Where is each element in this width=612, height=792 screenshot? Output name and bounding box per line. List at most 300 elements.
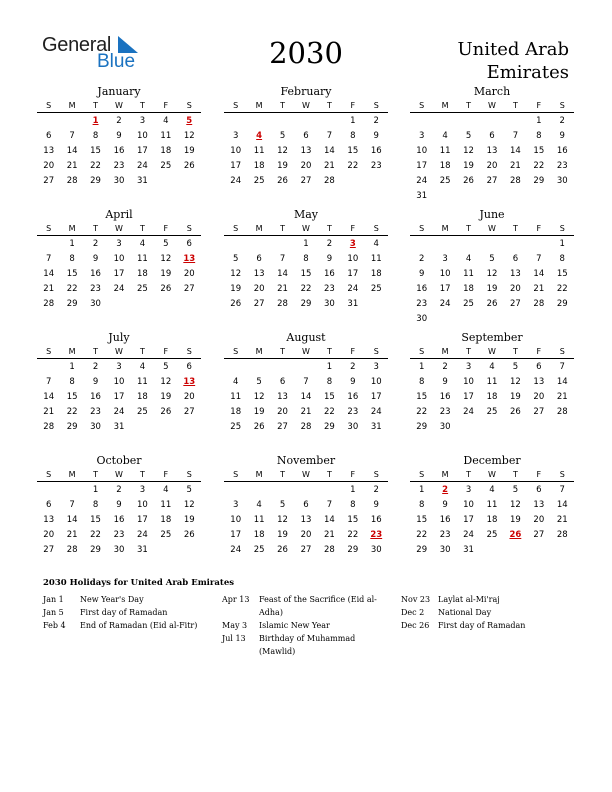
weekday-label: M	[68, 470, 76, 479]
weekday-header	[37, 222, 201, 236]
day-cell: 1	[419, 485, 425, 495]
weekday-label: T	[326, 470, 332, 479]
weekday-label: T	[512, 224, 518, 233]
holiday-day-cell: 13	[183, 377, 196, 387]
day-cell: 25	[463, 299, 474, 309]
day-cell: 20	[486, 161, 498, 171]
day-cell: 24	[463, 407, 474, 417]
day-cell: 21	[556, 392, 568, 402]
day-cell: 26	[160, 284, 172, 294]
weekday-label: M	[255, 101, 263, 110]
day-cell: 23	[439, 407, 451, 417]
day-cell: 31	[113, 422, 125, 432]
day-cell: 27	[486, 176, 498, 186]
day-cell: 20	[43, 161, 55, 171]
day-grid	[410, 359, 574, 435]
day-cell: 1	[419, 362, 425, 372]
day-cell: 11	[370, 254, 382, 264]
day-cell: 12	[183, 500, 195, 510]
day-cell: 1	[69, 239, 75, 249]
weekday-label: T	[139, 224, 145, 233]
day-cell: 15	[347, 515, 359, 525]
day-cell: 14	[43, 269, 55, 279]
empty-cell	[247, 360, 270, 375]
day-cell: 13	[300, 515, 312, 525]
holiday-item	[401, 593, 571, 606]
day-cell: 25	[486, 530, 498, 540]
holidays-title: 2030 Holidays for United Arab Emirates	[43, 578, 235, 588]
day-cell: 14	[43, 392, 55, 402]
weekday-label: S	[46, 224, 52, 233]
day-cell: 5	[233, 254, 239, 264]
day-cell: 7	[46, 377, 52, 387]
day-cell: 17	[416, 161, 428, 171]
empty-cell	[457, 114, 480, 129]
day-cell: 9	[326, 254, 333, 264]
day-cell: 30	[347, 422, 359, 432]
day-cell: 12	[509, 500, 521, 510]
day-cell: 6	[536, 485, 542, 495]
weekday-label: M	[441, 347, 449, 356]
day-cell: 7	[69, 500, 75, 510]
day-cell: 3	[373, 362, 379, 372]
day-cell: 13	[43, 146, 55, 156]
holiday-name: National Day	[438, 608, 492, 617]
weekday-label: S	[186, 470, 192, 479]
day-cell: 22	[416, 530, 428, 540]
day-cell: 7	[512, 131, 519, 141]
day-cell: 7	[536, 254, 542, 264]
day-cell: 17	[347, 269, 359, 279]
day-cell: 18	[230, 407, 242, 417]
holiday-item	[43, 593, 213, 606]
day-cell: 28	[43, 299, 55, 309]
day-cell: 28	[556, 407, 568, 417]
day-cell: 1	[350, 116, 356, 126]
weekday-label: T	[326, 224, 332, 233]
day-cell: 11	[160, 131, 172, 141]
day-cell: 11	[253, 146, 265, 156]
weekday-header	[410, 345, 574, 359]
day-cell: 16	[370, 515, 382, 525]
day-cell: 28	[556, 530, 568, 540]
weekday-header	[410, 99, 574, 113]
weekday-label: S	[559, 101, 565, 110]
day-cell: 18	[463, 284, 474, 294]
day-cell: 27	[300, 545, 312, 555]
day-cell: 27	[183, 407, 195, 417]
day-cell: 4	[442, 131, 448, 141]
month-name: February	[280, 85, 332, 98]
day-cell: 18	[253, 530, 265, 540]
day-cell: 20	[277, 407, 288, 417]
weekday-label: M	[68, 101, 76, 110]
day-cell: 12	[486, 269, 498, 279]
day-cell: 7	[559, 362, 565, 372]
day-cell: 23	[556, 161, 568, 171]
day-cell: 31	[136, 176, 148, 186]
day-cell: 14	[556, 377, 568, 387]
day-cell: 27	[43, 176, 55, 186]
day-cell: 3	[465, 362, 472, 372]
weekday-header	[224, 468, 388, 482]
holiday-day-cell: 5	[186, 116, 193, 126]
day-cell: 8	[69, 254, 75, 264]
day-cell: 25	[370, 284, 382, 294]
year-title: 2030	[269, 36, 343, 70]
day-cell: 23	[347, 407, 359, 417]
weekday-label: T	[466, 470, 471, 479]
month-name: July	[108, 331, 130, 344]
weekday-label: S	[186, 101, 192, 110]
day-cell: 1	[92, 485, 99, 495]
weekday-header	[37, 99, 201, 113]
weekday-label: T	[93, 347, 98, 356]
day-cell: 18	[160, 515, 172, 525]
day-cell: 25	[253, 176, 265, 186]
day-cell: 6	[512, 254, 519, 264]
day-cell: 9	[92, 254, 99, 264]
day-cell: 16	[323, 269, 335, 279]
day-cell: 25	[136, 407, 148, 417]
weekday-label: M	[255, 224, 263, 233]
day-cell: 18	[439, 161, 451, 171]
day-cell: 30	[113, 176, 125, 186]
day-cell: 20	[43, 530, 55, 540]
day-cell: 13	[277, 392, 288, 402]
day-cell: 28	[66, 545, 78, 555]
holiday-date: Jan 5	[43, 608, 64, 617]
day-cell: 2	[92, 239, 99, 249]
empty-cell	[60, 483, 83, 498]
weekday-label: F	[350, 347, 356, 356]
day-grid	[224, 482, 388, 558]
empty-cell	[247, 237, 270, 252]
weekday-label: T	[512, 470, 518, 479]
day-cell: 9	[419, 269, 425, 279]
day-cell: 27	[509, 299, 521, 309]
day-cell: 31	[347, 299, 359, 309]
day-cell: 24	[230, 176, 242, 186]
day-cell: 4	[163, 485, 169, 495]
day-cell: 7	[559, 485, 565, 495]
empty-cell	[271, 114, 294, 129]
day-cell: 21	[277, 284, 288, 294]
day-cell: 3	[139, 485, 146, 495]
weekday-header	[224, 99, 388, 113]
weekday-label: T	[139, 101, 145, 110]
day-cell: 19	[253, 407, 265, 417]
day-cell: 19	[277, 161, 288, 171]
day-cell: 16	[416, 284, 428, 294]
holiday-day-cell: 3	[349, 239, 356, 249]
day-cell: 10	[230, 515, 242, 525]
holiday-item	[43, 619, 213, 632]
day-cell: 11	[136, 377, 148, 387]
weekday-label: S	[233, 101, 239, 110]
day-cell: 16	[439, 515, 451, 525]
day-cell: 3	[465, 485, 472, 495]
holiday-date: Dec 26	[401, 621, 430, 630]
day-cell: 8	[559, 254, 565, 264]
day-cell: 2	[326, 239, 333, 249]
day-cell: 9	[373, 500, 379, 510]
day-cell: 15	[300, 269, 312, 279]
holiday-day-cell: 2	[442, 485, 449, 495]
day-cell: 12	[509, 377, 521, 387]
day-cell: 29	[556, 299, 568, 309]
empty-cell	[37, 360, 60, 375]
day-cell: 15	[323, 392, 335, 402]
day-cell: 10	[416, 146, 428, 156]
weekday-label: S	[186, 224, 192, 233]
holiday-name: First day of Ramadan	[80, 608, 168, 617]
holiday-name: First day of Ramadan	[438, 621, 526, 630]
empty-cell	[504, 114, 527, 129]
day-cell: 4	[489, 485, 495, 495]
holiday-column	[401, 593, 571, 632]
day-cell: 30	[90, 422, 101, 432]
logo-text-general: General	[42, 34, 112, 56]
weekday-label: M	[68, 224, 76, 233]
day-cell: 22	[556, 284, 568, 294]
month-september	[410, 330, 574, 435]
day-grid	[410, 236, 574, 327]
empty-cell	[271, 360, 294, 375]
day-cell: 15	[66, 392, 78, 402]
weekday-label: M	[441, 101, 449, 110]
day-cell: 20	[183, 392, 195, 402]
day-cell: 26	[183, 530, 195, 540]
empty-cell	[294, 360, 317, 375]
day-cell: 6	[46, 131, 52, 141]
day-cell: 17	[463, 392, 474, 402]
day-cell: 16	[113, 515, 125, 525]
day-cell: 26	[463, 176, 474, 186]
day-cell: 29	[323, 422, 335, 432]
weekday-label: S	[419, 470, 425, 479]
day-cell: 17	[136, 515, 148, 525]
day-cell: 18	[486, 392, 498, 402]
day-cell: 19	[277, 530, 288, 540]
day-cell: 24	[136, 530, 148, 540]
day-cell: 6	[303, 131, 309, 141]
weekday-label: M	[255, 347, 263, 356]
month-november	[224, 453, 388, 558]
day-cell: 25	[253, 545, 265, 555]
day-cell: 1	[303, 239, 309, 249]
weekday-label: W	[115, 470, 123, 479]
weekday-label: W	[488, 224, 496, 233]
day-cell: 28	[66, 176, 78, 186]
day-cell: 21	[509, 161, 521, 171]
day-cell: 19	[160, 269, 172, 279]
day-cell: 10	[370, 377, 382, 387]
day-cell: 4	[139, 362, 146, 372]
day-cell: 3	[419, 131, 425, 141]
weekday-label: M	[441, 224, 449, 233]
day-cell: 3	[116, 239, 122, 249]
holiday-item	[401, 619, 571, 632]
holiday-date: Jul 13	[222, 634, 246, 643]
day-cell: 12	[230, 269, 242, 279]
day-cell: 28	[43, 422, 55, 432]
day-cell: 15	[90, 146, 101, 156]
weekday-label: T	[93, 101, 98, 110]
weekday-label: T	[93, 470, 98, 479]
day-cell: 8	[326, 377, 333, 387]
day-cell: 2	[442, 362, 448, 372]
day-cell: 12	[277, 515, 288, 525]
day-cell: 16	[347, 392, 359, 402]
day-cell: 22	[347, 530, 359, 540]
day-cell: 12	[253, 392, 265, 402]
day-cell: 21	[300, 407, 312, 417]
empty-cell	[247, 483, 270, 498]
day-cell: 24	[370, 407, 382, 417]
day-cell: 24	[113, 284, 125, 294]
logo-text-blue: Blue	[97, 51, 136, 72]
month-name: January	[97, 85, 141, 98]
day-cell: 22	[533, 161, 545, 171]
weekday-label: T	[466, 101, 471, 110]
day-cell: 17	[136, 146, 148, 156]
day-cell: 9	[116, 131, 122, 141]
weekday-label: S	[373, 470, 379, 479]
weekday-label: F	[536, 470, 542, 479]
day-cell: 18	[486, 515, 498, 525]
weekday-label: T	[512, 347, 518, 356]
day-cell: 10	[463, 500, 474, 510]
day-cell: 13	[509, 269, 521, 279]
day-cell: 2	[116, 116, 122, 126]
day-cell: 4	[489, 362, 495, 372]
holiday-item	[222, 632, 392, 658]
day-cell: 13	[533, 500, 545, 510]
weekday-label: S	[373, 224, 379, 233]
day-cell: 19	[183, 146, 195, 156]
holiday-date: Feb 4	[43, 621, 66, 630]
day-cell: 31	[370, 422, 382, 432]
month-august	[224, 330, 388, 435]
day-cell: 6	[279, 377, 286, 387]
weekday-label: S	[373, 101, 379, 110]
weekday-label: F	[536, 224, 542, 233]
day-cell: 31	[416, 191, 428, 201]
day-cell: 12	[277, 146, 288, 156]
day-cell: 21	[66, 161, 78, 171]
day-cell: 27	[533, 530, 545, 540]
day-cell: 24	[439, 299, 451, 309]
day-cell: 15	[416, 392, 428, 402]
weekday-label: S	[46, 101, 52, 110]
day-cell: 6	[186, 239, 192, 249]
day-cell: 13	[43, 515, 55, 525]
holiday-day-cell: 13	[183, 254, 196, 264]
weekday-label: T	[139, 347, 145, 356]
day-cell: 22	[347, 161, 359, 171]
holiday-day-cell: 4	[256, 131, 263, 141]
empty-cell	[480, 114, 503, 129]
day-cell: 5	[186, 485, 192, 495]
day-cell: 14	[66, 146, 78, 156]
day-cell: 23	[113, 161, 125, 171]
day-cell: 24	[347, 284, 359, 294]
empty-cell	[433, 114, 456, 129]
day-cell: 14	[533, 269, 545, 279]
day-cell: 9	[559, 131, 565, 141]
weekday-label: W	[302, 347, 310, 356]
day-cell: 10	[136, 131, 148, 141]
weekday-label: F	[163, 224, 169, 233]
empty-cell	[457, 237, 480, 252]
holiday-date: Jan 1	[43, 595, 64, 604]
day-cell: 3	[442, 254, 448, 264]
weekday-label: T	[280, 101, 285, 110]
weekday-label: F	[536, 101, 542, 110]
day-cell: 23	[113, 530, 125, 540]
day-cell: 20	[533, 392, 545, 402]
empty-cell	[294, 114, 317, 129]
day-cell: 6	[46, 500, 52, 510]
month-name: September	[461, 331, 523, 344]
day-cell: 21	[323, 161, 335, 171]
empty-cell	[37, 114, 60, 129]
month-march	[410, 84, 574, 204]
month-name: November	[276, 454, 336, 467]
empty-cell	[433, 237, 456, 252]
day-cell: 1	[326, 362, 333, 372]
day-cell: 15	[347, 146, 359, 156]
day-cell: 17	[113, 269, 125, 279]
weekday-label: S	[233, 470, 239, 479]
day-cell: 28	[323, 176, 335, 186]
weekday-label: M	[441, 470, 449, 479]
day-cell: 15	[556, 269, 568, 279]
day-cell: 14	[323, 146, 335, 156]
weekday-label: S	[46, 347, 52, 356]
day-cell: 3	[139, 116, 146, 126]
month-june	[410, 207, 574, 327]
holiday-item	[401, 606, 571, 619]
day-cell: 11	[230, 392, 242, 402]
weekday-header	[410, 468, 574, 482]
weekday-label: M	[68, 347, 76, 356]
day-cell: 2	[559, 116, 565, 126]
day-cell: 22	[66, 407, 78, 417]
day-cell: 28	[300, 422, 312, 432]
day-cell: 19	[183, 515, 195, 525]
day-cell: 7	[326, 131, 333, 141]
holiday-name: Feast of the Sacrifice (Eid al-Adha)	[259, 595, 377, 617]
day-cell: 14	[323, 515, 335, 525]
day-cell: 4	[373, 239, 379, 249]
day-cell: 26	[230, 299, 242, 309]
day-cell: 16	[556, 146, 568, 156]
day-cell: 15	[66, 269, 78, 279]
day-cell: 1	[536, 116, 542, 126]
holiday-column	[222, 593, 392, 658]
weekday-label: S	[419, 101, 425, 110]
day-cell: 3	[233, 500, 239, 510]
day-cell: 2	[92, 362, 99, 372]
empty-cell	[224, 483, 247, 498]
month-april	[37, 207, 201, 312]
day-cell: 7	[279, 254, 286, 264]
day-cell: 25	[160, 530, 172, 540]
day-grid	[37, 359, 201, 435]
day-cell: 6	[186, 362, 192, 372]
